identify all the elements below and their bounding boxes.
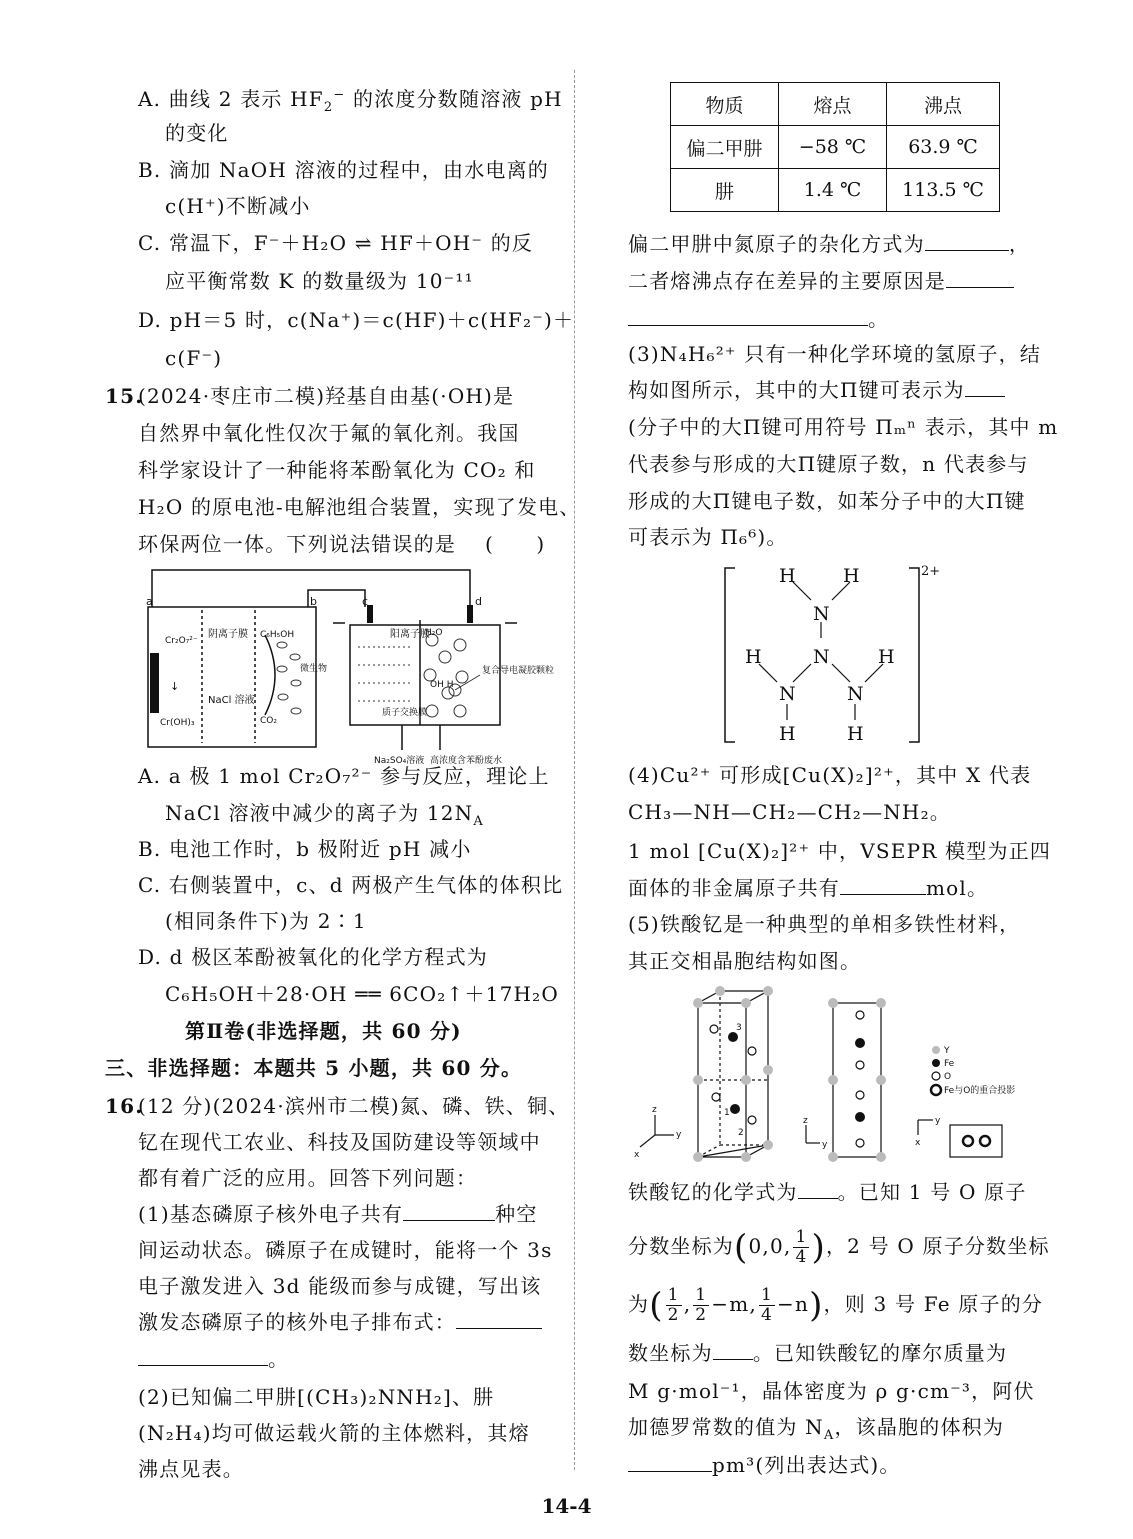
axis-y-label: y <box>822 1140 828 1150</box>
section3-heading: 三、非选择题：本题共 5 小题，共 60 分。 <box>105 1056 523 1080</box>
q16-part4-b: CH₃—NH—CH₂—CH₂—NH₂。 <box>628 800 951 824</box>
answer-blank[interactable] <box>798 1180 838 1199</box>
q15-option-c: C. 右侧装置中，c、d 两极产生气体的体积比 <box>138 873 564 897</box>
q16-part3-a: (3)N₄H₆²⁺ 只有一种化学环境的氢原子，结 <box>628 342 1042 366</box>
answer-blank[interactable] <box>628 307 868 326</box>
answer-blank[interactable] <box>628 1453 712 1472</box>
q15-option-b: B. 电池工作时，b 极附近 pH 减小 <box>138 837 472 861</box>
n-atom: N <box>813 646 830 668</box>
column-divider <box>574 70 575 1470</box>
electrode-c-label: c <box>362 595 369 608</box>
h2o-label: H₂O <box>425 628 443 638</box>
atom-2-label: 2 <box>738 1128 744 1138</box>
croh3-label: Cr(OH)₃ <box>160 718 195 728</box>
electrode-d-label: d <box>475 595 482 608</box>
c6h5oh-label: C₆H₅OH <box>260 630 295 640</box>
q16-part5-a: (5)铁酸钇是一种典型的单相多铁性材料， <box>628 912 1021 936</box>
electrode-b-label: b <box>310 595 317 608</box>
table-header-cell: 熔点 <box>779 83 887 126</box>
q16-part2-b: (N₂H₄)均可做运载火箭的主体燃料，其熔 <box>138 1421 530 1445</box>
electrochem-apparatus-figure <box>140 565 560 780</box>
axis-x-label: x <box>634 1150 640 1160</box>
q16-part4-a: (4)Cu²⁺ 可形成[Cu(X)₂]²⁺，其中 X 代表 <box>628 763 1032 787</box>
q14-option-c-cont: 应平衡常数 K 的数量级为 10⁻¹¹ <box>165 269 474 293</box>
axis-x-label: x <box>915 1138 921 1148</box>
q16-part1-a: (1)基态磷原子核外电子共有 种空 <box>138 1202 538 1226</box>
n4h6-structure-figure <box>723 560 963 750</box>
microbe-label: 微生物 <box>300 664 328 674</box>
part2-title: 第Ⅱ卷(非选择题，共 60 分) <box>185 1019 462 1043</box>
q16-part5-d: 分数坐标为(0,0, $\frac{1}{4}$ )，2 号 O 原子分数坐标 <box>628 1227 1050 1268</box>
n-atom: N <box>779 683 796 705</box>
phenol-water-label: 高浓度含苯酚废水 <box>430 756 503 766</box>
h-atom: H <box>843 565 860 587</box>
page-number: 14-4 <box>541 1494 592 1518</box>
q14-option-a: A. 曲线 2 表示 $HF_2^-$ 的浓度分数随溶液 pH <box>138 87 563 115</box>
table-cell: 63.9 ℃ <box>887 126 1000 169</box>
q16-part2-d: 偏二甲肼中氮原子的杂化方式为 ， <box>628 232 1031 256</box>
q16-part5-e: 为( $\frac{1}{2}$ , $\frac{1}{2}$ −m, $\frac{1}{4}$ −n)，则 3 号 Fe 原子的分 <box>628 1285 1044 1326</box>
axis-z-label: z <box>803 1116 808 1126</box>
q16-part1-c: 电子激发进入 3d 能级而参与成键，写出该 <box>138 1274 542 1298</box>
q14-option-b: B. 滴加 NaOH 溶液的过程中，由水电离的 <box>138 158 549 182</box>
q16-part2-e: 二者熔沸点存在差异的主要原因是 <box>628 268 1014 294</box>
q16-part5-g: M g·mol⁻¹，晶体密度为 ρ g·cm⁻³，阿伏 <box>628 1379 1035 1403</box>
q15-number: 15. <box>105 384 144 408</box>
q16-part3-e: 形成的大Π键电子数，如苯分子中的大Π键 <box>628 489 1026 513</box>
q15-intro-2: 自然界中氧化性仅次于氟的氧化剂。我国 <box>138 421 520 445</box>
q14-option-a-cont: 的变化 <box>165 121 229 145</box>
q14-option-d-cont: c(F⁻) <box>165 346 223 370</box>
nacl-label: NaCl 溶液 <box>208 695 255 706</box>
q16-part5-h: 加德罗常数的值为 $N_A$，该晶胞的体积为 <box>628 1415 1005 1443</box>
answer-blank[interactable] <box>925 232 1009 251</box>
table-header-cell: 沸点 <box>887 83 1000 126</box>
crystal-cell-figure <box>628 985 1040 1170</box>
cr2o7-label: Cr₂O₇²⁻ <box>165 636 198 646</box>
answer-blank[interactable] <box>965 378 1005 397</box>
q15-option-a: A. a 极 1 mol Cr₂O₇²⁻ 参与反应，理论上 <box>138 764 550 788</box>
down-arrow-icon: ↓ <box>170 680 180 693</box>
legend-o: O <box>944 1072 952 1082</box>
q14-option-d: D. pH＝5 时，c(Na⁺)＝c(HF)＋c(HF₂⁻)＋ <box>138 308 575 332</box>
q16-part1-b: 间运动状态。磷原子在成键时，能将一个 3s <box>138 1238 553 1262</box>
cation-membrane-label: 阳离子膜 <box>390 629 430 640</box>
q16-part5-c: 铁酸钇的化学式为 。已知 1 号 O 原子 <box>628 1180 1027 1204</box>
q16-part3-f: 可表示为 Π₆⁶)。 <box>628 525 788 549</box>
q15-option-a-cont: NaCl 溶液中减少的离子为 $12N_A$ <box>165 801 484 829</box>
anion-membrane-label: 阴离子膜 <box>208 629 248 640</box>
table-row <box>671 126 1000 169</box>
q16-part1-e: 。 <box>138 1346 289 1372</box>
co2-label: CO₂ <box>260 716 277 726</box>
oh-h-label: OH H <box>430 680 454 690</box>
legend-fe: Fe <box>944 1059 955 1069</box>
q15-option-d: D. d 极区苯酚被氧化的化学方程式为 <box>138 945 488 969</box>
charge-label: 2+ <box>921 564 941 579</box>
answer-blank[interactable] <box>138 1347 268 1366</box>
q16-part5-i: pm³(列出表达式)。 <box>628 1452 901 1478</box>
n-atom: N <box>847 683 864 705</box>
h-atom: H <box>847 723 864 745</box>
table-header-row <box>671 83 1000 126</box>
answer-blank[interactable] <box>713 1341 753 1360</box>
table-cell: 1.4 ℃ <box>779 169 887 212</box>
n-atom: N <box>813 603 830 625</box>
electrode-a-label: a <box>146 595 153 608</box>
q16-part1-d: 激发态磷原子的核外电子排布式： <box>138 1309 542 1335</box>
legend-y: Y <box>944 1046 950 1056</box>
q15-option-d-cont: C₆H₅OH＋28·OH ══ 6CO₂↑＋17H₂O <box>165 982 559 1006</box>
answer-blank[interactable] <box>946 269 1014 288</box>
table-cell: −58 ℃ <box>779 126 887 169</box>
q14-option-b-cont: c(H⁺)不断减小 <box>165 194 311 218</box>
q16-intro-2: 钇在现代工农业、科技及国防建设等领域中 <box>138 1130 541 1154</box>
q15-intro-5: 环保两位一体。下列说法错误的是 <box>138 532 456 556</box>
h-atom: H <box>779 565 796 587</box>
answer-blank[interactable] <box>403 1202 495 1221</box>
q16-part2-a: (2)已知偏二甲肼[(CH₃)₂NNH₂]、肼 <box>138 1385 495 1409</box>
q15-intro-3: 科学家设计了一种能将苯酚氧化为 CO₂ 和 <box>138 458 536 482</box>
q16-part2-c: 沸点见表。 <box>138 1457 244 1481</box>
q16-part3-c: (分子中的大Π键可用符号 Πₘⁿ 表示，其中 m <box>628 415 1059 439</box>
atom-1-label: 1 <box>724 1108 730 1118</box>
table-cell: 肼 <box>671 169 779 212</box>
q16-intro-3: 都有着广泛的应用。回答下列问题： <box>138 1166 478 1190</box>
q16-part3-d: 代表参与形成的大Π键原子数，n 代表参与 <box>628 452 1029 476</box>
q14-option-c: C. 常温下，F⁻＋H₂O ⇌ HF＋OH⁻ 的反 <box>138 231 534 255</box>
answer-blank[interactable] <box>840 876 926 895</box>
h-atom: H <box>878 646 895 668</box>
answer-paren: ( ) <box>485 532 546 556</box>
q16-part5-b: 其正交相晶胞结构如图。 <box>628 949 862 973</box>
q16-part2-f: 。 <box>628 306 889 332</box>
q15-intro-1: (2024·枣庄市二模)羟基自由基(·OH)是 <box>138 384 515 408</box>
na2so4-label: Na₂SO₄溶液 <box>374 756 425 766</box>
melting-boiling-table <box>670 82 1000 212</box>
q16-number: 16. <box>105 1094 144 1118</box>
composite-label: 复合导电凝胶颗粒 <box>482 666 555 676</box>
table-cell: 113.5 ℃ <box>887 169 1000 212</box>
table-row <box>671 169 1000 212</box>
answer-blank[interactable] <box>456 1310 542 1329</box>
axis-y-label: y <box>935 1116 941 1126</box>
q16-part5-f: 数坐标为 。已知铁酸钇的摩尔质量为 <box>628 1341 1008 1365</box>
q16-part3-b: 构如图所示，其中的大Π键可表示为 <box>628 377 1005 403</box>
q16-intro-1: (12 分)(2024·滨州市二模)氮、磷、铁、铜、 <box>138 1094 570 1118</box>
h-atom: H <box>779 723 796 745</box>
q15-option-c-cont: (相同条件下)为 2∶1 <box>165 909 367 933</box>
table-cell: 偏二甲肼 <box>671 126 779 169</box>
legend-overlap: Fe与O的重合投影 <box>944 1086 1016 1096</box>
axis-y-label: y <box>676 1130 682 1140</box>
h-atom: H <box>745 646 762 668</box>
table-header-cell: 物质 <box>671 83 779 126</box>
q16-part4-c: 1 mol [Cu(X)₂]²⁺ 中，VSEPR 模型为正四 <box>628 839 1052 863</box>
atom-3-label: 3 <box>736 1023 742 1033</box>
q16-part4-d: 面体的非金属原子共有 mol。 <box>628 876 989 900</box>
q15-intro-4: H₂O 的原电池-电解池组合装置，实现了发电、 <box>138 495 581 519</box>
proton-membrane-label: 质子交换膜 <box>382 708 428 718</box>
axis-z-label: z <box>652 1105 657 1115</box>
